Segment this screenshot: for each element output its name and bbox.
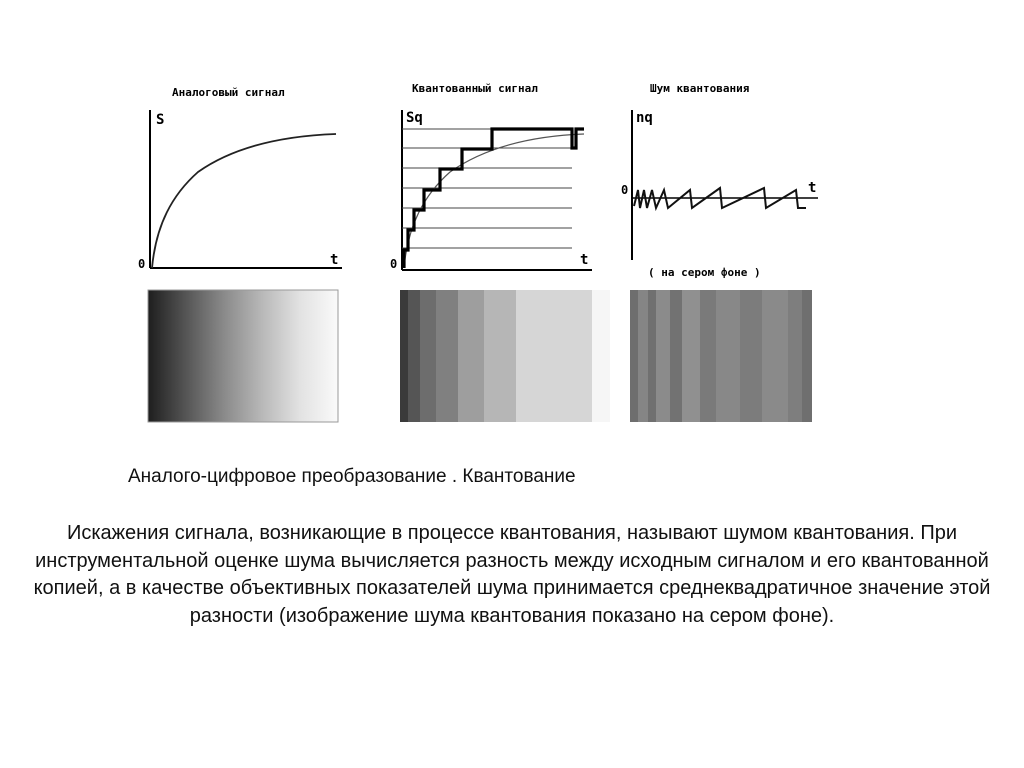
noise-band <box>788 290 802 422</box>
figure-caption: Аналого-цифровое преобразование . Квантование <box>128 466 576 487</box>
noise-band <box>682 290 700 422</box>
noise-band <box>762 290 788 422</box>
noise-band <box>656 290 670 422</box>
noise-note: ( на сером фоне ) <box>648 266 761 279</box>
analog-gradient-strip <box>148 290 338 422</box>
analog-title: Аналоговый сигнал <box>172 86 285 99</box>
quantized-band <box>484 290 516 422</box>
quantized-y-label: Sq <box>406 110 423 126</box>
analog-panel <box>138 86 342 271</box>
analog-origin: 0 <box>138 257 146 271</box>
noise-title: Шум квантования <box>650 82 750 95</box>
description-paragraph: Искажения сигнала, возникающие в процессе квантования, называют шумом квантования. При инструментальной оценке шума вычисляется разность между исходным сигналом и его квантованной копией, а в качестве объективных показателей шума принимается среднеквадратичное значение этой разности (изображение шума квантования показано на сером фоне). <box>33 522 991 627</box>
quantized-origin: 0 <box>390 257 398 271</box>
noise-band <box>630 290 638 422</box>
noise-band <box>802 290 812 422</box>
quantized-band <box>436 290 458 422</box>
quantized-band <box>408 290 420 422</box>
quantized-band <box>400 290 408 422</box>
noise-x-label: t <box>808 180 817 196</box>
quantized-x-label: t <box>580 252 589 268</box>
noise-band <box>638 290 648 422</box>
quantized-band <box>420 290 436 422</box>
quantized-band <box>458 290 484 422</box>
noise-band <box>670 290 682 422</box>
noise-origin: 0 <box>621 183 629 197</box>
quantized-gray-strip <box>400 290 610 422</box>
noise-y-label: nq <box>636 110 653 126</box>
noise-band <box>740 290 762 422</box>
analog-y-label: S <box>156 112 165 128</box>
noise-panel <box>621 82 818 279</box>
quantized-band <box>516 290 592 422</box>
noise-gray-strip <box>630 290 812 422</box>
noise-band <box>700 290 716 422</box>
quantized-title: Квантованный сигнал <box>412 82 538 95</box>
noise-band <box>716 290 740 422</box>
noise-band <box>648 290 656 422</box>
analog-signal-curve <box>152 134 339 268</box>
quantized-panel <box>390 82 592 271</box>
analog-x-label: t <box>330 252 339 268</box>
quantized-band <box>592 290 610 422</box>
